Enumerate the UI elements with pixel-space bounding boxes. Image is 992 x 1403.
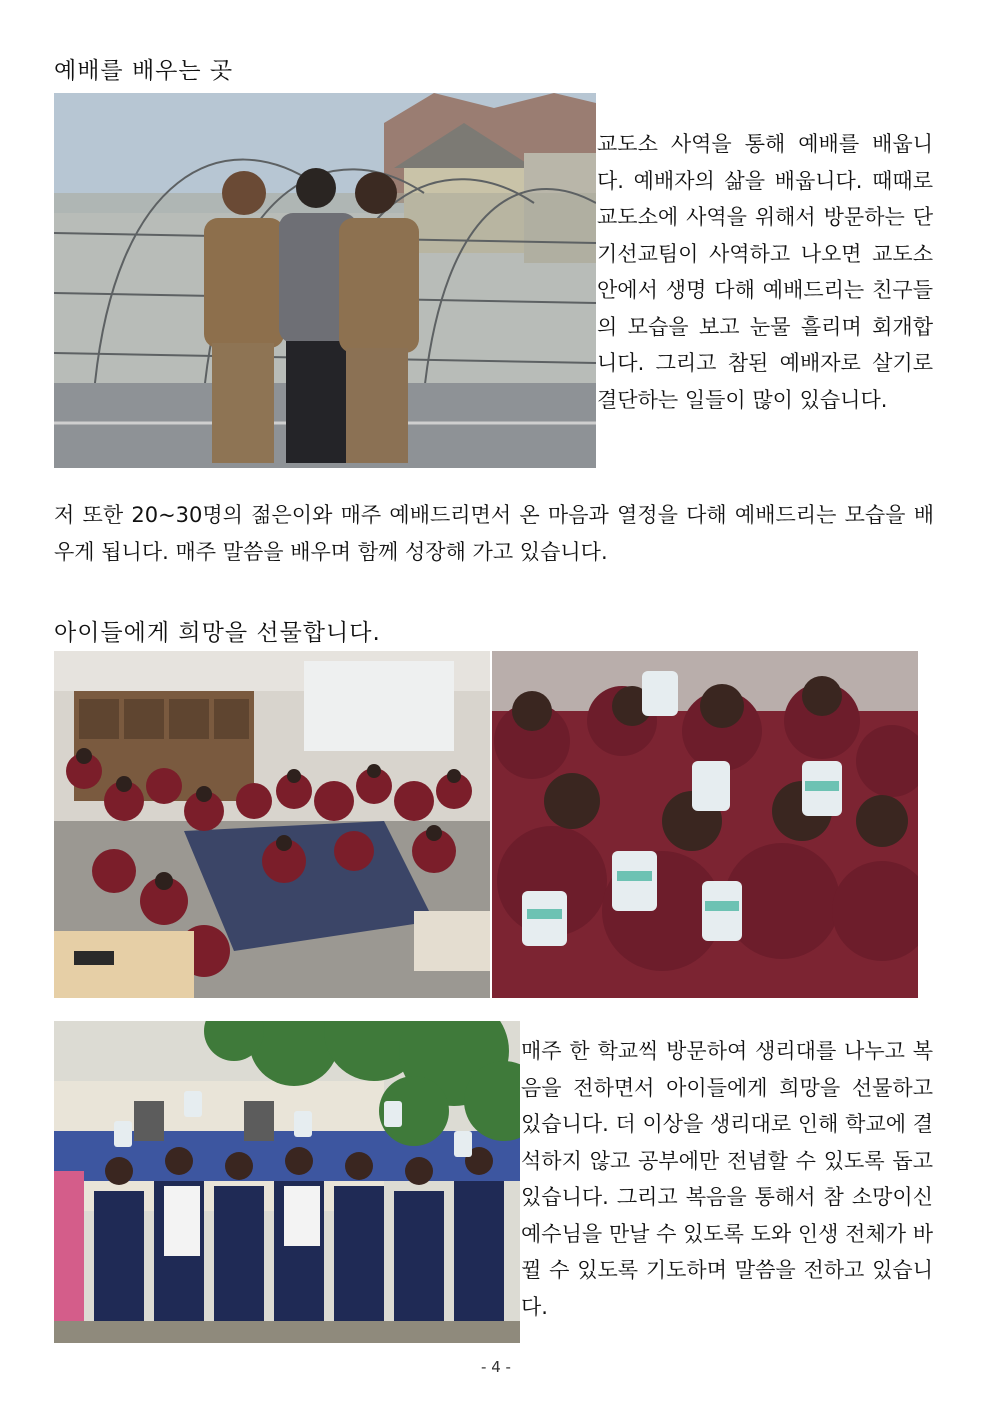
hope-description <box>521 1033 933 1325</box>
prison-visit-photo <box>54 93 596 468</box>
classroom-distribution-photo <box>54 651 490 998</box>
section-heading-hope: 아이들에게 희망을 선물합니다. <box>54 620 381 646</box>
worship-paragraph: 저 또한 20~30명의 젊은이와 매주 예배드리면서 온 마음과 열정을 다해 예배드리는 모습을 배우게 됩니다. 매주 말씀을 배우며 함께 성장해 가고 있습니다. <box>54 503 934 564</box>
hope-description-text: 매주 한 학교씩 방문하여 생리대를 나누고 복음을 전하면서 아이들에게 희망을 선물하고 있습니다. 더 이상을 생리대로 인해 학교에 결석하지 않고 공부에만 전념할 수 있도록 돕고 있습니다. 그리고 복음을 통해서 참 소망이신 예수님을 만날 수 있도록 도와 인생 전체가 바뀔 수 있도록 기도하며 말씀을 전하고 있습니다. <box>521 1039 933 1319</box>
worship-description-text: 교도소 사역을 통해 예배를 배웁니다. 예배자의 삶을 배웁니다. 때때로 교도소에 사역을 위해서 방문하는 단기선교팀이 사역하고 나오면 교도소 안에서 생명 다해 예배드리는 친구들의 모습을 보고 눈물 흘리며 회개합니다. 그리고 참된 예배자로 살기로 결단하는 일들이 많이 있습니다. <box>597 132 933 412</box>
page-number: - 4 - <box>481 1358 511 1376</box>
worship-description <box>597 126 933 418</box>
school-outdoor-photo <box>54 1021 520 1343</box>
students-with-pads-photo <box>492 651 918 998</box>
section-heading-worship: 예배를 배우는 곳 <box>54 58 234 84</box>
